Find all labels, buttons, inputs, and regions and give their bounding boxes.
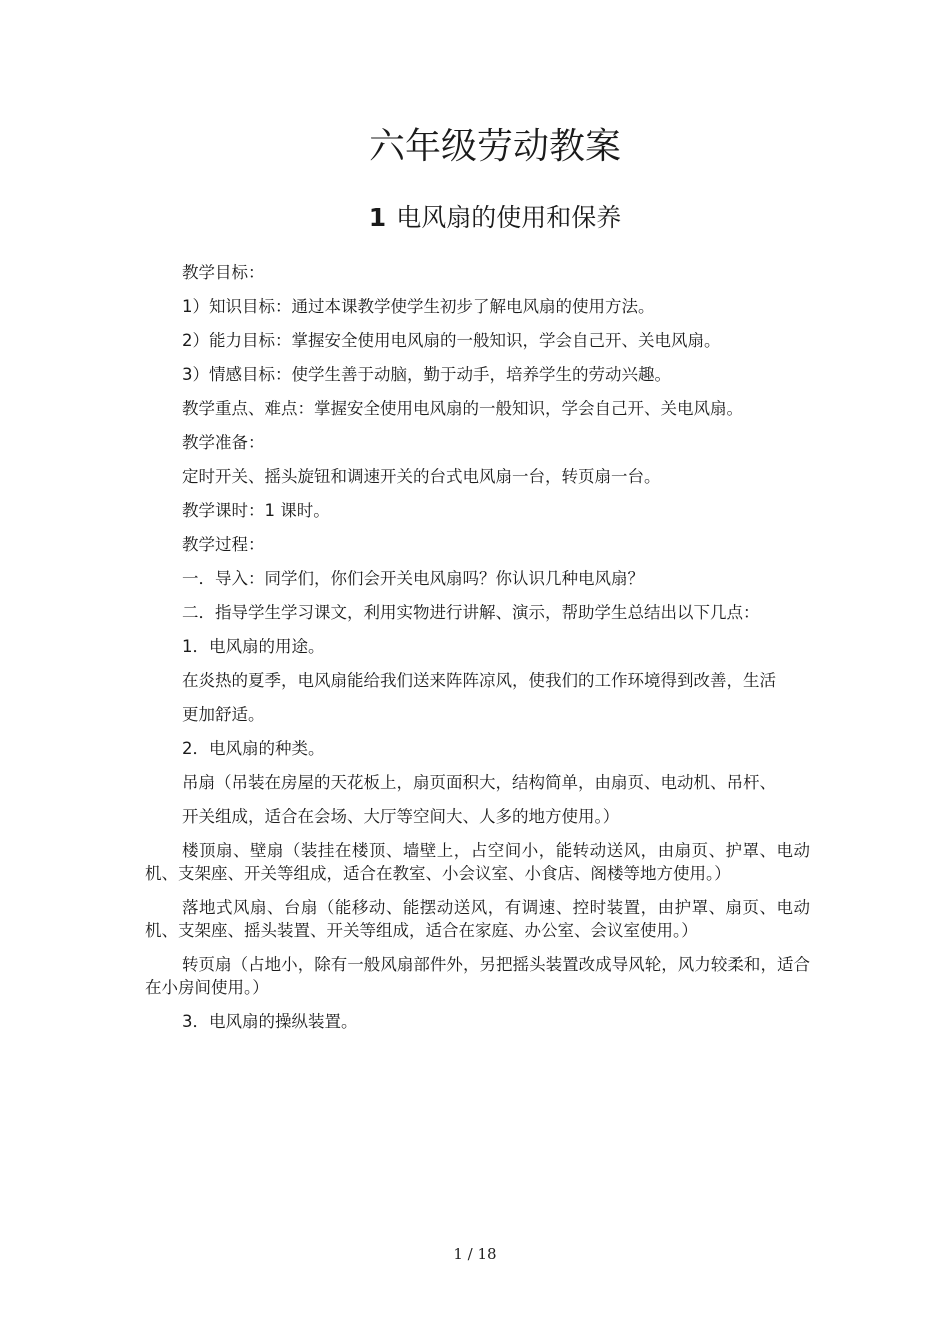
paragraph: 教学重点、难点：掌握安全使用电风扇的一般知识，学会自己开、关电风扇。 [182, 399, 743, 418]
lesson-number: 1 [368, 203, 387, 232]
lesson-title-text: 电风扇的使用和保养 [396, 203, 622, 232]
paragraph: 教学过程： [182, 535, 265, 554]
lesson-title [0, 198, 950, 238]
paragraph: 教学目标： [182, 263, 265, 282]
page-number: 1 / 18 [453, 1245, 497, 1263]
document-title: 六年级劳动教案 [368, 126, 621, 167]
paragraph: 3）情感目标：使学生善于动脑，勤于动手，培养学生的劳动兴趣。 [182, 365, 671, 384]
paragraph: 2）能力目标：掌握安全使用电风扇的一般知识，学会自己开、关电风扇。 [182, 331, 721, 350]
paragraph: 二．指导学生学习课文，利用实物进行讲解、演示，帮助学生总结出以下几点： [182, 603, 760, 622]
paragraph: 转页扇（占地小，除有一般风扇部件外，另把摇头装置改成导风轮，风力较柔和，适合在小房间使用。） [145, 955, 810, 997]
paragraph: 一．导入：同学们，你们会开关电风扇吗？你认识几种电风扇？ [182, 569, 644, 588]
paragraph: 教学准备： [182, 433, 265, 452]
paragraph: 吊扇（吊装在房屋的天花板上，扇页面积大，结构简单，由扇页、电动机、吊杆、 [182, 773, 776, 792]
paragraph: 2．电风扇的种类。 [182, 739, 325, 758]
paragraph: 在炎热的夏季，电风扇能给我们送来阵阵凉风，使我们的工作环境得到改善，生活 [182, 671, 776, 690]
paragraph: 定时开关、摇头旋钮和调速开关的台式电风扇一台，转页扇一台。 [182, 467, 661, 486]
paragraph: 教学课时：1 课时。 [182, 501, 330, 520]
paragraph: 开关组成，适合在会场、大厅等空间大、人多的地方使用。） [182, 807, 620, 826]
document-body [145, 261, 810, 1044]
paragraph: 1）知识目标：通过本课教学使学生初步了解电风扇的使用方法。 [182, 297, 655, 316]
paragraph: 楼顶扇、壁扇（装挂在楼顶、墙壁上，占空间小，能转动送风，由扇页、护罩、电动机、支架座、开关等组成，适合在教室、小会议室、小食店、阁楼等地方使用。） [145, 841, 810, 883]
paragraph: 落地式风扇、台扇（能移动、能摆动送风，有调速、控时装置，由护罩、扇页、电动机、支架座、摇头装置、开关等组成，适合在家庭、办公室、会议室使用。） [145, 898, 810, 940]
paragraph: 3．电风扇的操纵装置。 [182, 1012, 358, 1031]
paragraph: 1．电风扇的用途。 [182, 637, 325, 656]
paragraph: 更加舒适。 [182, 705, 265, 724]
